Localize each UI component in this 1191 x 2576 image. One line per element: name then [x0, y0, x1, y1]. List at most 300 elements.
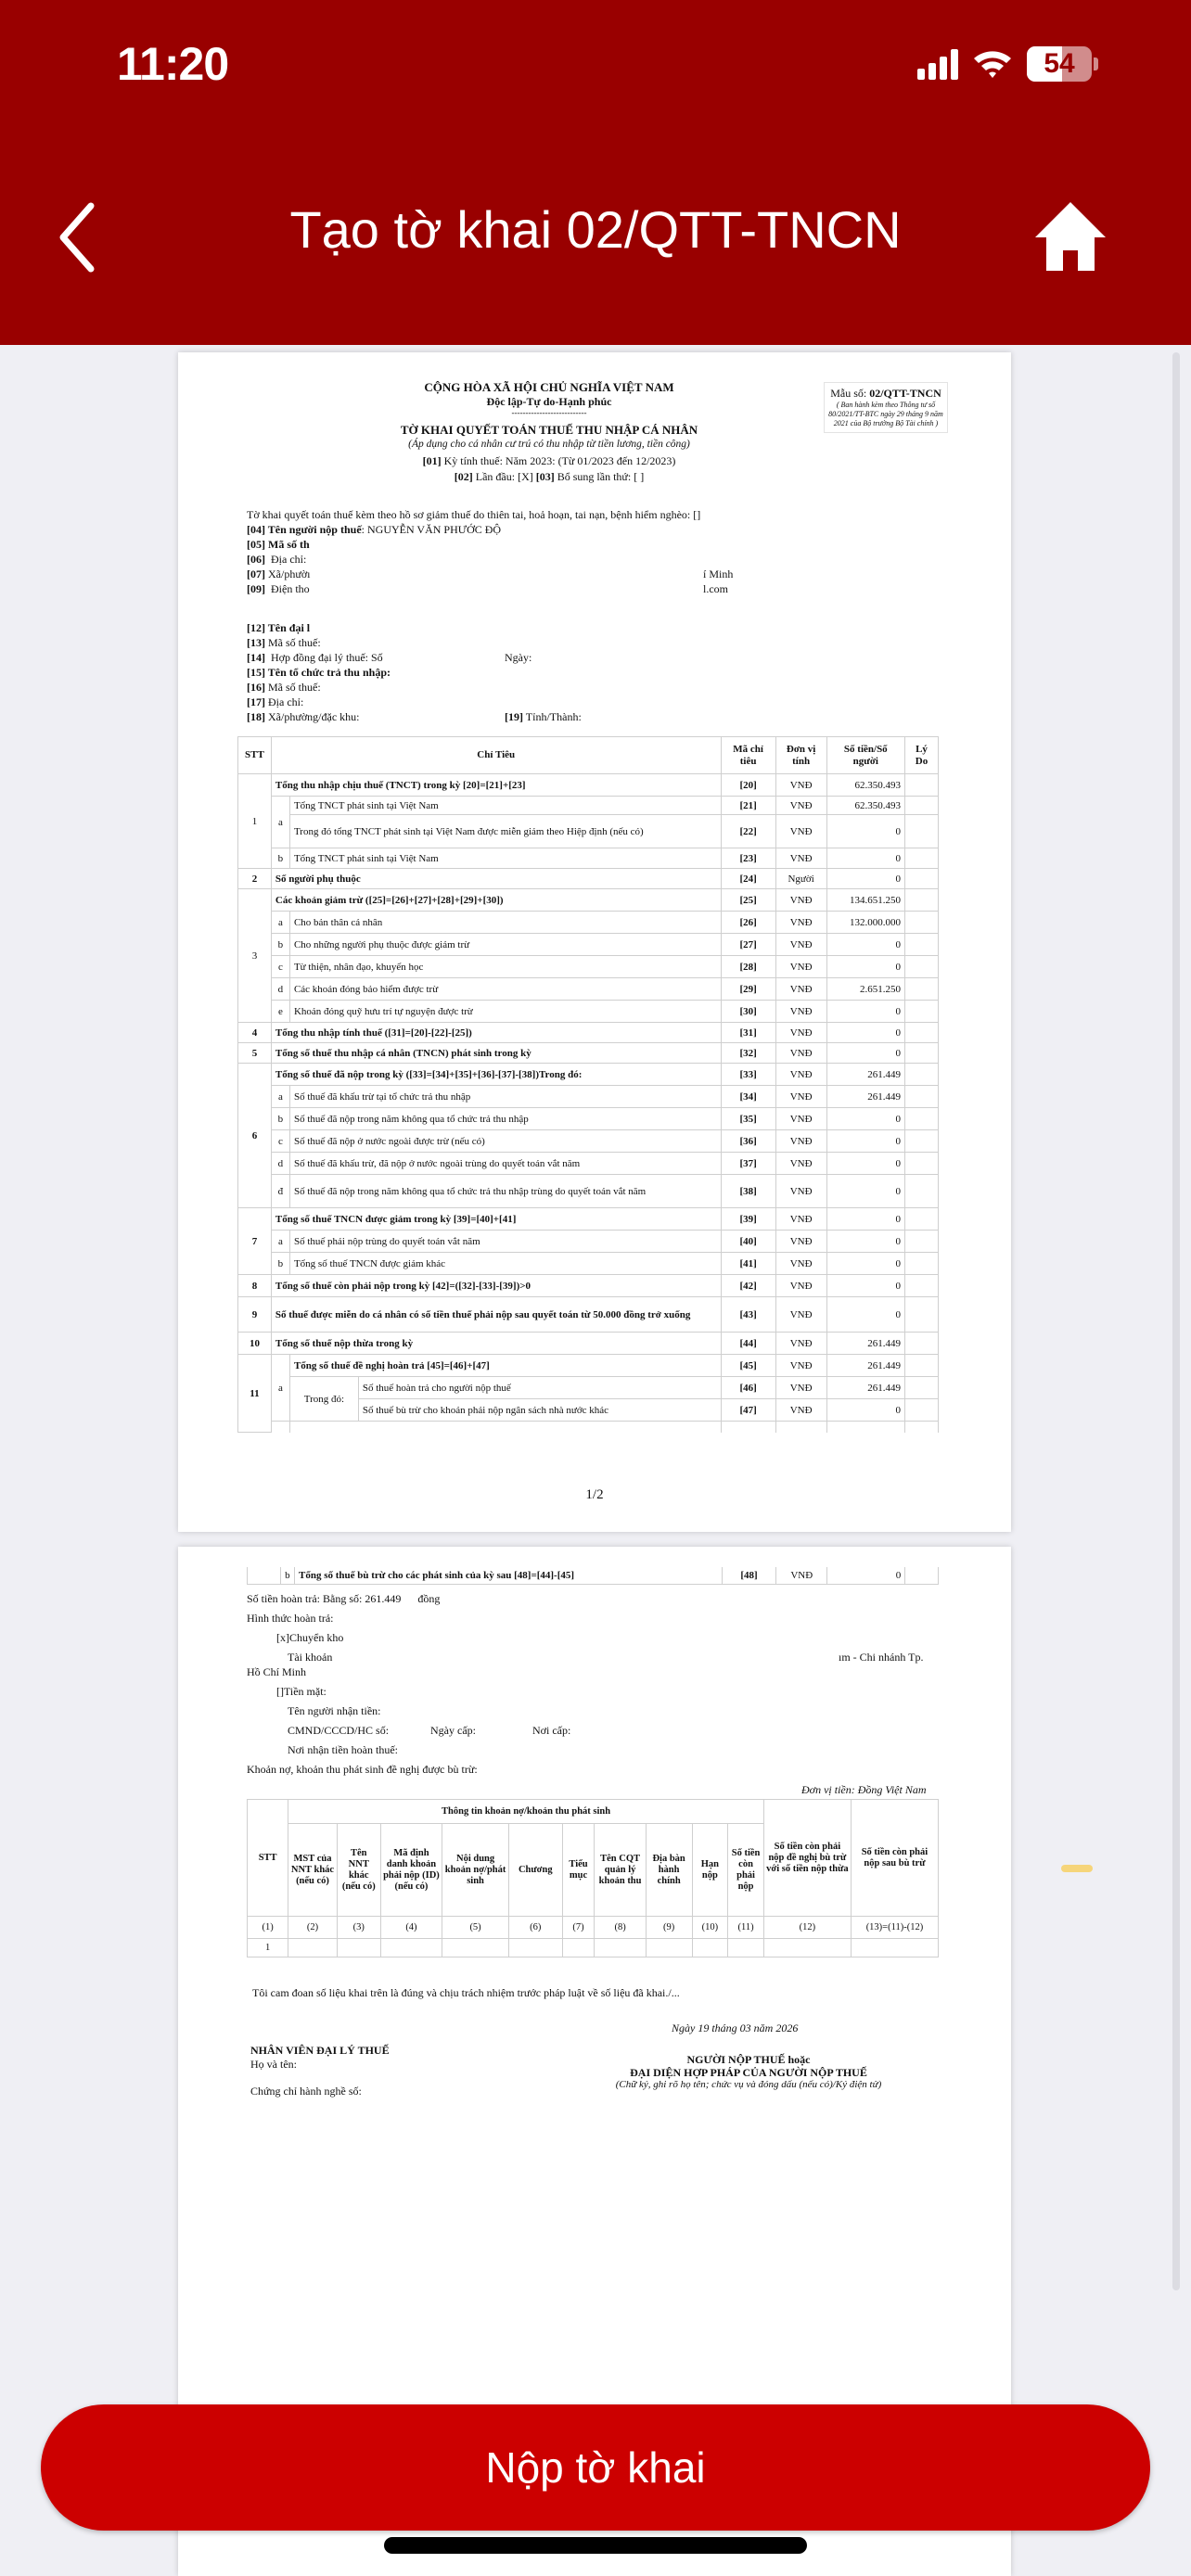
row-label: Tổng thu nhập chịu thuế (TNCT) trong kỳ [20]=[21]+[23]: [271, 774, 721, 797]
table-row: [238, 889, 939, 912]
row-code: [43]: [721, 1297, 775, 1333]
row-value: 261.449: [826, 1377, 904, 1399]
debt-header-13: Số tiền còn phải nộp sau bù trừ: [851, 1800, 938, 1917]
row-value: 0: [826, 869, 904, 889]
row-unit: VNĐ: [775, 889, 826, 912]
row-sub: c: [271, 1130, 289, 1153]
row-value: 0: [826, 1175, 904, 1208]
debt-index: (6): [509, 1917, 563, 1939]
debt-row-stt: 1: [248, 1939, 288, 1958]
row-reason: [905, 956, 939, 978]
row-reason: [905, 848, 939, 869]
table-row: [238, 815, 939, 848]
row-label: Số thuế được miễn do cá nhân có số tiền thuế phải nộp sau quyết toán từ 50.000 đồng trở xuống: [271, 1297, 721, 1333]
first-text: Lần đầu: [X]: [475, 470, 533, 483]
row-value: 0: [826, 1043, 904, 1064]
debt-index: (11): [728, 1917, 764, 1939]
row-stt: 7: [238, 1208, 272, 1275]
field-09: [247, 582, 310, 596]
field-09-right: l.com: [703, 582, 728, 595]
sign-date: Ngày 19 tháng 03 năm 2026: [672, 2021, 799, 2034]
id-issue-date: Ngày cấp:: [430, 1724, 476, 1737]
row-sub: a: [271, 797, 289, 848]
debt-index: (4): [380, 1917, 442, 1939]
row-code: [25]: [721, 889, 775, 912]
row-sub: a: [271, 1355, 289, 1422]
refund-currency: đồng: [417, 1592, 441, 1605]
row-stt: 3: [238, 889, 272, 1023]
row-sub: c: [271, 956, 289, 978]
row-code: [34]: [721, 1086, 775, 1108]
debt-index: (13)=(11)-(12): [851, 1917, 938, 1939]
row-reason: [905, 1399, 939, 1422]
row-value: 0: [826, 815, 904, 848]
table-row: [238, 1355, 939, 1377]
row-unit: VNĐ: [775, 815, 826, 848]
row-reason: [905, 1023, 939, 1043]
row-unit: VNĐ: [775, 848, 826, 869]
row-code: [26]: [721, 912, 775, 934]
page-title: Tạo tờ khai 02/QTT-TNCN: [289, 200, 902, 259]
row-sub: a: [271, 912, 289, 934]
debt-index: (3): [337, 1917, 380, 1939]
debt-header-5: Nội dung khoản nợ/phát sinh: [442, 1824, 509, 1917]
debt-offset-table: [247, 1799, 939, 1958]
field-19: [505, 710, 582, 724]
row-label: Tổng TNCT phát sinh tại Việt Nam: [289, 848, 721, 869]
field-17-code: [17]: [247, 695, 265, 708]
row-code: [37]: [721, 1153, 775, 1175]
row-label: Số người phụ thuộc: [271, 869, 721, 889]
row-reason: [905, 889, 939, 912]
status-icons: [917, 46, 1098, 82]
field-13-code: [13]: [247, 636, 265, 649]
row-label: Khoản đóng quỹ hưu trí tự nguyện được trừ: [289, 1001, 721, 1023]
row-label: Số thuế hoàn trả cho người nộp thuế: [358, 1377, 721, 1399]
table-row: [238, 1275, 939, 1297]
currency-unit: Đơn vị tiền: Đồng Việt Nam: [801, 1783, 927, 1796]
home-icon[interactable]: [1033, 202, 1108, 271]
row-reason: [905, 1275, 939, 1297]
row-unit: VNĐ: [775, 1064, 826, 1086]
refund-amount: [247, 1592, 440, 1606]
row-code: [44]: [721, 1333, 775, 1355]
debt-index: (12): [763, 1917, 851, 1939]
row-sub: e: [271, 1001, 289, 1023]
table-row: [238, 1130, 939, 1153]
debt-header-12: Số tiền còn phải nộp đề nghị bù trừ với số tiền nộp thừa: [763, 1800, 851, 1917]
receiver-name: Tên người nhận tiền:: [288, 1704, 381, 1717]
debt-row: [248, 1939, 939, 1958]
row-sub: b: [271, 934, 289, 956]
row-unit: VNĐ: [775, 1108, 826, 1130]
debts-title: Khoản nợ, khoản thu phát sinh đề nghị được bù trừ:: [247, 1763, 478, 1776]
debt-index: (5): [442, 1917, 509, 1939]
table-row: [238, 912, 939, 934]
row-value: 0: [826, 1108, 904, 1130]
row-stt: 6: [238, 1064, 272, 1208]
row-reason: [905, 774, 939, 797]
row-reason: [905, 797, 939, 815]
debt-index: (2): [288, 1917, 338, 1939]
header-chi-tieu: Chỉ Tiêu: [271, 737, 721, 774]
table-row: [238, 1064, 939, 1086]
first-code: [02]: [454, 470, 473, 483]
field-16: [247, 681, 321, 695]
field-06-code: [06]: [247, 553, 265, 566]
row-reason: [905, 1108, 939, 1130]
field-07: [247, 567, 311, 581]
form-number-note: ( Ban hành kèm theo Thông tư số 80/2021/TT-BTC ngày 29 tháng 9 năm 2021 của Bộ trưởng Bộ Tài chính ): [828, 401, 943, 427]
row-code: [42]: [721, 1275, 775, 1297]
row-inner-label: Trong đó:: [289, 1377, 358, 1422]
field-06: [247, 553, 306, 567]
row-reason: [905, 1377, 939, 1399]
form-title: TỜ KHAI QUYẾT TOÁN THUẾ THU NHẬP CÁ NHÂN: [400, 423, 698, 437]
row-value: 261.449: [826, 1355, 904, 1377]
row-reason: [905, 1297, 939, 1333]
row-label: Tổng số thuế còn phải nộp trong kỳ [42]=([32]-[33]-[39])>0: [271, 1275, 721, 1297]
row-label: Tổng số thuế đã nộp trong kỳ ([33]=[34]+[35]+[36]-[37]-[38])Trong đó:: [271, 1064, 721, 1086]
status-time: 11:20: [117, 38, 229, 90]
table-row: [238, 797, 939, 815]
field-04-label: [04] Tên người nộp thuế: [247, 523, 362, 536]
payer-note: (Chữ ký, ghi rõ họ tên; chức vụ và đóng dấu (nếu có)/Ký điện tử): [615, 2079, 882, 2090]
row-sub: a: [271, 1231, 289, 1253]
row-reason: [905, 1333, 939, 1355]
row-label: Từ thiện, nhân đạo, khuyến học: [289, 956, 721, 978]
debt-header-2: MST của NNT khác (nếu có): [288, 1824, 338, 1917]
table-row: [238, 1043, 939, 1064]
header-stt: STT: [238, 737, 272, 774]
row-unit: VNĐ: [775, 774, 826, 797]
table-row: [238, 1108, 939, 1130]
home-indicator: [384, 2537, 807, 2554]
row-code: [39]: [721, 1208, 775, 1231]
debt-header-3: Tên NNT khác (nếu có): [337, 1824, 380, 1917]
row-unit: VNĐ: [775, 1399, 826, 1422]
supp-code: [03]: [535, 470, 555, 483]
field-09-code: [09]: [247, 582, 265, 595]
row-code: [32]: [721, 1043, 775, 1064]
debt-header-4: Mã định danh khoản phải nộp (ID) (nếu có): [380, 1824, 442, 1917]
row-code: [33]: [721, 1064, 775, 1086]
row-unit: VNĐ: [775, 1355, 826, 1377]
row-reason: [905, 869, 939, 889]
debt-header-10: Hạn nộp: [692, 1824, 728, 1917]
row-code: [40]: [721, 1231, 775, 1253]
row-unit: VNĐ: [775, 978, 826, 1001]
row-stt: 9: [238, 1297, 272, 1333]
payer-title-2: ĐẠI DIỆN HỢP PHÁP CỦA NGƯỜI NỘP THUẾ: [630, 2066, 867, 2079]
field-07-label: Xã/phườı: [268, 567, 311, 580]
row-reason: [905, 1064, 939, 1086]
row-code: [28]: [721, 956, 775, 978]
debt-header-stt: STT: [248, 1800, 288, 1917]
row-stt: 4: [238, 1023, 272, 1043]
row-value: 0: [826, 956, 904, 978]
field-18-label: Xã/phường/đặc khu:: [268, 710, 360, 723]
table-row: [238, 978, 939, 1001]
agent-title: NHÂN VIÊN ĐẠI LÝ THUẾ: [250, 2044, 390, 2057]
row-code: [38]: [721, 1175, 775, 1208]
table-row: [238, 1086, 939, 1108]
row-code: [35]: [721, 1108, 775, 1130]
row-reason: [905, 912, 939, 934]
table-row: [238, 1253, 939, 1275]
row-unit: VNĐ: [775, 1023, 826, 1043]
row-sub: đ: [271, 1175, 289, 1208]
document-page-1: [178, 352, 1011, 1532]
row-value: 0: [826, 1253, 904, 1275]
row-value: 0: [826, 848, 904, 869]
row-sub: b: [271, 1108, 289, 1130]
commitment: Tôi cam đoan số liệu khai trên là đúng và chịu trách nhiệm trước pháp luật về số liệu đã khai./...: [252, 1986, 680, 1999]
tax-period: [317, 454, 781, 468]
refund-method: Hình thức hoàn trả:: [247, 1612, 334, 1625]
row-reason: [905, 934, 939, 956]
row-code: [47]: [721, 1399, 775, 1422]
payer-title-1: NGƯỜI NỘP THUẾ hoặc: [686, 2053, 811, 2066]
field-07-code: [07]: [247, 567, 265, 580]
row-stt: 8: [238, 1275, 272, 1297]
table-row: [238, 848, 939, 869]
debt-header-6: Chương: [509, 1824, 563, 1917]
row-reason: [905, 1043, 939, 1064]
filing-type: [317, 470, 781, 484]
row-unit: VNĐ: [775, 912, 826, 934]
row-value: 0: [826, 1153, 904, 1175]
row-value: 0: [826, 1001, 904, 1023]
header-don-vi: Đơn vị tính: [775, 737, 826, 774]
row-value: 0: [826, 934, 904, 956]
row-stt: 5: [238, 1043, 272, 1064]
row-unit: VNĐ: [775, 1043, 826, 1064]
period-code: [01]: [422, 454, 442, 467]
row-reason: [905, 815, 939, 848]
row-label: Tổng số thuế TNCN được giảm khác: [289, 1253, 721, 1275]
id-number: CMND/CCCD/HC số:: [288, 1724, 390, 1737]
row-sub: d: [271, 978, 289, 1001]
row-reason: [905, 1001, 939, 1023]
field-13: [247, 636, 321, 650]
row-code: [48]: [722, 1567, 776, 1585]
row-label: Số thuế phải nộp trùng do quyết toán vắt năm: [289, 1231, 721, 1253]
row-code: [41]: [721, 1253, 775, 1275]
form-number-code: 02/QTT-TNCN: [869, 387, 941, 400]
motto: Độc lập-Tự do-Hạnh phúc: [486, 395, 612, 408]
battery-level: 54: [1044, 48, 1075, 79]
row-code: [29]: [721, 978, 775, 1001]
row-unit: VNĐ: [775, 1001, 826, 1023]
row-unit: VNĐ: [775, 1377, 826, 1399]
refund-amount-text: Số tiền hoàn trả: Bằng số: 261.449: [247, 1592, 402, 1605]
field-07-right: í Minh: [703, 567, 734, 580]
table-row: [238, 1377, 939, 1399]
field-17-label: Địa chỉ:: [268, 695, 304, 708]
row-sub: d: [271, 1153, 289, 1175]
table-row: [238, 1297, 939, 1333]
field-19-code: [19]: [505, 710, 523, 723]
row-stt: 2: [238, 869, 272, 889]
scrollbar[interactable]: [1172, 352, 1180, 2290]
row-label: Tổng thu nhập tính thuế ([31]=[20]-[22]-[25]): [271, 1023, 721, 1043]
period-text: Kỳ tính thuế: Năm 2023: (Từ 01/2023 đến 12/2023): [443, 454, 676, 467]
debt-header-11: Số tiền còn phải nộp: [728, 1824, 764, 1917]
attachment-line: Tờ khai quyết toán thuế kèm theo hồ sơ giảm thuế do thiên tai, hoả hoạn, tai nạn, bệnh hiểm nghèo: []: [247, 508, 701, 521]
page-number: 1/2: [585, 1487, 604, 1502]
row-unit: VNĐ: [775, 1153, 826, 1175]
row-unit: VNĐ: [775, 956, 826, 978]
row-reason: [905, 1355, 939, 1377]
cellular-signal-icon: [917, 48, 958, 80]
row-reason: [905, 1208, 939, 1231]
wifi-icon: [971, 47, 1014, 81]
form-subtitle: (Áp dụng cho cá nhân cư trú có thu nhập từ tiền lương, tiền công): [408, 439, 690, 450]
row-label: Số thuế bù trừ cho khoản phải nộp ngân sách nhà nước khác: [358, 1399, 721, 1422]
tax-items-table: [237, 736, 939, 1433]
row-label: Số thuế đã nộp ở nước ngoài được trừ (nếu có): [289, 1130, 721, 1153]
debt-index: (10): [692, 1917, 728, 1939]
row-unit: VNĐ: [775, 1208, 826, 1231]
row-value: 0: [826, 1231, 904, 1253]
tax-items-table-continued: [247, 1567, 939, 1585]
row-code: [23]: [721, 848, 775, 869]
row-label: Tổng số thuế nộp thừa trong kỳ: [271, 1333, 721, 1355]
field-14: [247, 651, 383, 665]
row-unit: VNĐ: [775, 1275, 826, 1297]
table-row: [238, 774, 939, 797]
table-row: [238, 1208, 939, 1231]
field-04-value: : NGUYỄN VĂN PHƯỚC ĐỘ: [361, 523, 502, 536]
row-stt: 1: [238, 774, 272, 869]
table-row: [238, 1333, 939, 1355]
row-unit: VNĐ: [775, 1297, 826, 1333]
row-label: Số thuế đã nộp trong năm không qua tổ chức trả thu nhập: [289, 1108, 721, 1130]
table-row: [238, 1175, 939, 1208]
row-value: 132.000.000: [826, 912, 904, 934]
row-value: 0: [827, 1567, 905, 1585]
field-15: [15] Tên tổ chức trả thu nhập:: [247, 666, 391, 679]
debt-header-8: Tên CQT quản lý khoản thu: [595, 1824, 646, 1917]
row-reason: [905, 978, 939, 1001]
battery-icon: [1027, 46, 1092, 82]
row-reason: [905, 1567, 939, 1585]
row-unit: VNĐ: [775, 1175, 826, 1208]
row-label: Số thuế đã nộp trong năm không qua tổ chức trả thu nhập trùng do quyết toán vắt năm: [289, 1175, 721, 1208]
row-code: [36]: [721, 1130, 775, 1153]
submit-declaration-button[interactable]: Nộp tờ khai: [41, 2404, 1150, 2531]
field-18: [247, 710, 360, 724]
row-label: Các khoản đóng bảo hiểm được trừ: [289, 978, 721, 1001]
row-reason: [905, 1175, 939, 1208]
row-unit: VNĐ: [775, 1333, 826, 1355]
id-issue-place: Nơi cấp:: [532, 1724, 571, 1737]
transfer-option: [x]Chuyển kho: [276, 1631, 344, 1644]
row-stt: 10: [238, 1333, 272, 1355]
row-unit: VNĐ: [775, 1086, 826, 1108]
debt-index-row: [248, 1917, 939, 1939]
row-label: Trong đó tổng TNCT phát sinh tại Việt Nam được miễn giảm theo Hiệp định (nếu có): [289, 815, 721, 848]
row-value: 0: [826, 1130, 904, 1153]
row-label: Tổng số thuế thu nhập cá nhân (TNCN) phát sinh trong kỳ: [271, 1043, 721, 1064]
table-row: [238, 934, 939, 956]
row-unit: Người: [775, 869, 826, 889]
account-city: Hồ Chí Minh: [247, 1665, 307, 1678]
row-value: 261.449: [826, 1333, 904, 1355]
debt-header-7: Tiểu mục: [562, 1824, 595, 1917]
row-value: 261.449: [826, 1086, 904, 1108]
agent-cert: Chứng chỉ hành nghề số:: [250, 2085, 362, 2098]
row-value: 0: [826, 1275, 904, 1297]
row-code: [20]: [721, 774, 775, 797]
table-row: [248, 1567, 939, 1585]
row-reason: [905, 1153, 939, 1175]
table-row-cut: [238, 1422, 939, 1433]
row-reason: [905, 1231, 939, 1253]
row-stt: 11: [238, 1355, 272, 1433]
debt-index: (1): [248, 1917, 288, 1939]
row-label: Số thuế đã khấu trừ, đã nộp ở nước ngoài trùng do quyết toán vắt năm: [289, 1153, 721, 1175]
form-number-box: [824, 382, 948, 433]
debt-index: (7): [562, 1917, 595, 1939]
row-sub: a: [271, 1086, 289, 1108]
field-09-label: Điện tho: [271, 582, 310, 595]
row-code: [27]: [721, 934, 775, 956]
field-19-label: Tỉnh/Thành:: [525, 710, 582, 723]
row-label: Các khoản giảm trừ ([25]=[26]+[27]+[28]+[29]+[30]): [271, 889, 721, 912]
row-code: [46]: [721, 1377, 775, 1399]
field-13-label: Mã số thuế:: [268, 636, 321, 649]
row-value: 0: [826, 1208, 904, 1231]
field-16-code: [16]: [247, 681, 265, 694]
row-sub: b: [271, 1253, 289, 1275]
cash-option: []Tiền mặt:: [276, 1685, 327, 1698]
row-unit: VNĐ: [775, 934, 826, 956]
row-code: [30]: [721, 1001, 775, 1023]
account-branch: ım - Chi nhánh Tp.: [839, 1651, 924, 1664]
row-label: Cho bản thân cá nhân: [289, 912, 721, 934]
row-label: Tổng số thuế bù trừ cho các phát sinh của kỳ sau [48]=[44]-[45]: [294, 1567, 722, 1585]
debt-index: (9): [646, 1917, 692, 1939]
row-unit: VNĐ: [775, 1130, 826, 1153]
row-label: Số thuế đã khấu trừ tại tổ chức trả thu nhập: [289, 1086, 721, 1108]
row-label: Tổng TNCT phát sinh tại Việt Nam: [289, 797, 721, 815]
row-value: 261.449: [826, 1064, 904, 1086]
row-code: [31]: [721, 1023, 775, 1043]
field-05: [05] Mã số th: [247, 538, 310, 551]
field-06-label: Địa chỉ:: [271, 553, 307, 566]
header-so-tien: Số tiền/Số người: [826, 737, 904, 774]
row-code: [22]: [721, 815, 775, 848]
app-header: [0, 0, 1191, 345]
row-label: Tổng số thuế đề nghị hoàn trả [45]=[46]+[47]: [289, 1355, 721, 1377]
field-18-code: [18]: [247, 710, 265, 723]
table-row: [238, 1231, 939, 1253]
row-value: 0: [826, 1023, 904, 1043]
debt-header-group: Thông tin khoản nợ/khoản thu phát sinh: [288, 1800, 764, 1824]
row-code: [45]: [721, 1355, 775, 1377]
row-code: [21]: [721, 797, 775, 815]
debt-index: (8): [595, 1917, 646, 1939]
refund-place: Nơi nhận tiền hoàn thuế:: [288, 1743, 398, 1756]
row-reason: [905, 1086, 939, 1108]
row-value: 0: [826, 1399, 904, 1422]
row-label: Cho những người phụ thuộc được giảm trừ: [289, 934, 721, 956]
row-value: 2.651.250: [826, 978, 904, 1001]
row-sub: b: [271, 848, 289, 869]
agent-name: Họ và tên:: [250, 2058, 297, 2071]
